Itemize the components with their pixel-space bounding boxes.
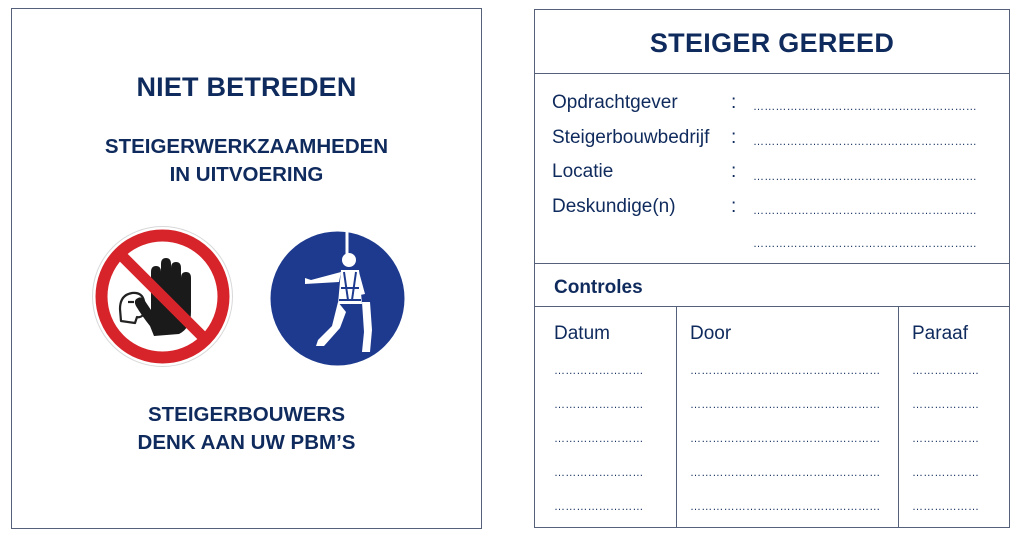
cell-door: …………………………………………… (690, 399, 881, 411)
field-colon: : (731, 92, 737, 113)
sign-subtitle-line1: STEIGERWERKZAAMHEDEN (104, 135, 389, 158)
field-label: Deskundige(n) (552, 196, 676, 217)
field-value: …………………………………………………… (753, 171, 977, 183)
column-header-door: Door (690, 323, 732, 344)
cell-door: …………………………………………… (690, 433, 881, 445)
column-header-datum: Datum (554, 323, 610, 344)
scaffold-ready-tag-panel (534, 9, 1010, 528)
cell-paraaf: ……………… (912, 467, 980, 479)
fields-divider (535, 263, 1009, 264)
cell-datum: …………………… (554, 433, 644, 445)
column-divider (676, 306, 677, 528)
cell-paraaf: ……………… (912, 399, 980, 411)
sign-subtitle-line2: IN UITVOERING (169, 163, 324, 186)
controls-divider (535, 306, 1009, 307)
extra-field-line: …………………………………………………… (753, 238, 977, 250)
field-colon: : (731, 161, 737, 182)
column-divider (898, 306, 899, 528)
tag-title: STEIGER GEREED (649, 28, 895, 58)
cell-datum: …………………… (554, 399, 644, 411)
field-colon: : (731, 196, 737, 217)
cell-datum: …………………… (554, 501, 644, 513)
column-header-paraaf: Paraaf (912, 323, 968, 344)
field-value: …………………………………………………… (753, 205, 977, 217)
cell-paraaf: ……………… (912, 501, 980, 513)
cell-paraaf: ……………… (912, 433, 980, 445)
title-divider (535, 73, 1009, 74)
cell-datum: …………………… (554, 467, 644, 479)
field-value: …………………………………………………… (753, 136, 977, 148)
sign-footer-line1: STEIGERBOUWERS (147, 403, 346, 426)
cell-door: …………………………………………… (690, 467, 881, 479)
sign-title: NIET BETREDEN (136, 72, 357, 102)
no-access-stop-hand-icon (90, 224, 235, 369)
field-label: Opdrachtgever (552, 92, 678, 113)
cell-datum: …………………… (554, 365, 644, 377)
cell-door: …………………………………………… (690, 365, 881, 377)
cell-paraaf: ……………… (912, 365, 980, 377)
field-colon: : (731, 127, 737, 148)
sign-footer-line2: DENK AAN UW PBM’S (137, 431, 356, 454)
wear-safety-harness-icon (269, 230, 406, 367)
field-value: …………………………………………………… (753, 101, 977, 113)
controls-heading: Controles (554, 277, 643, 298)
field-label: Locatie (552, 161, 614, 182)
left-sign-panel (11, 8, 482, 529)
cell-door: …………………………………………… (690, 501, 881, 513)
field-label: Steigerbouwbedrijf (552, 127, 710, 148)
